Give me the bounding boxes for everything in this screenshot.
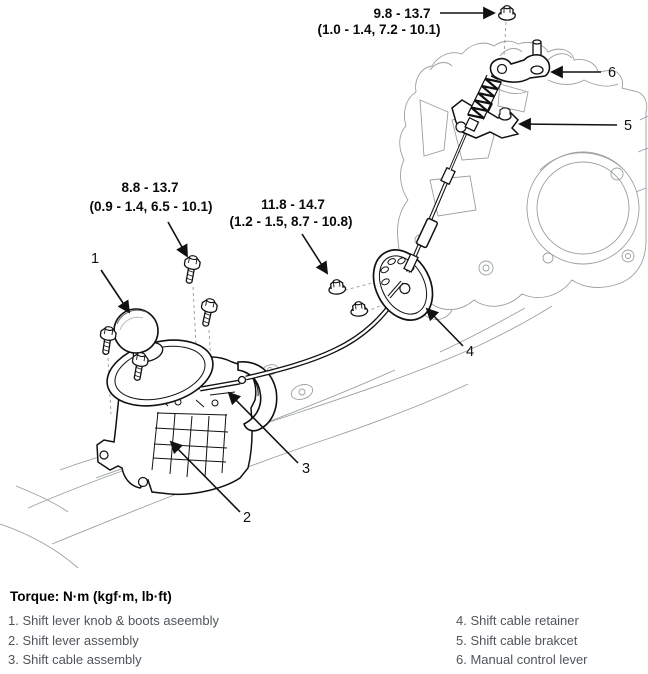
cable-rod bbox=[404, 128, 468, 272]
torque-middle-alt: (1.2 - 1.5, 8.7 - 10.8) bbox=[229, 214, 353, 229]
callout-2: 2 bbox=[242, 510, 252, 526]
torque-left-alt: (0.9 - 1.4, 6.5 - 10.1) bbox=[89, 199, 213, 214]
torque-label-left bbox=[89, 180, 212, 256]
callout-5: 5 bbox=[623, 118, 633, 134]
callout-3: 3 bbox=[301, 461, 311, 477]
manual-control-lever bbox=[490, 40, 549, 82]
torque-top-alt: (1.0 - 1.4, 7.2 - 10.1) bbox=[317, 22, 441, 37]
legend-item-4: 4. Shift cable retainer bbox=[456, 613, 579, 628]
callout-4: 4 bbox=[465, 344, 475, 360]
legend-item-5: 5. Shift cable brakcet bbox=[456, 632, 578, 648]
callout-1: 1 bbox=[90, 251, 100, 267]
legend-item-3: 3. Shift cable assembly bbox=[8, 652, 142, 667]
torque-middle-nm: 11.8 - 14.7 bbox=[261, 197, 325, 212]
torque-label-top bbox=[317, 6, 494, 37]
torque-units-note: Torque: N·m (kgf·m, lb·ft) bbox=[10, 589, 172, 604]
shift-cable-retainer bbox=[362, 240, 444, 331]
legend-item-6: 6. Manual control lever bbox=[456, 652, 588, 667]
shift-knob bbox=[114, 309, 158, 353]
legend-left-column bbox=[8, 611, 219, 670]
transaxle-case-outline bbox=[393, 41, 648, 319]
legend-right-column bbox=[456, 611, 588, 670]
torque-left-nm: 8.8 - 13.7 bbox=[121, 180, 179, 195]
torque-top-nm: 9.8 - 13.7 bbox=[373, 6, 431, 21]
legend-item-1: 1. Shift lever knob & boots aseembly bbox=[8, 613, 220, 628]
torque-label-middle bbox=[229, 197, 352, 273]
callout-6: 6 bbox=[607, 65, 617, 81]
legend-item-2: 2. Shift lever assembly bbox=[8, 632, 139, 648]
